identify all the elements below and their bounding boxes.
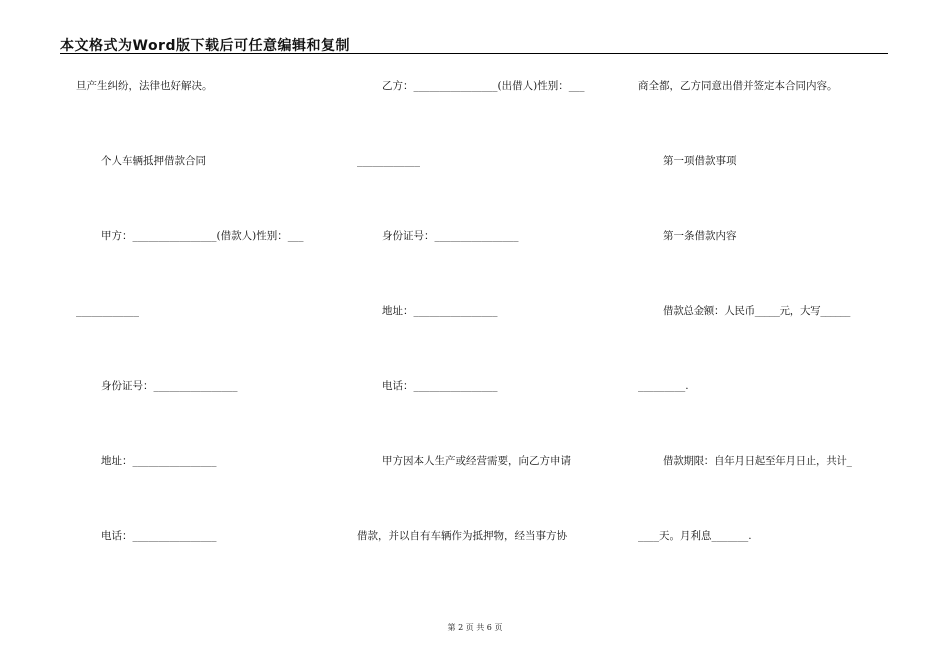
- text-line: ____________: [76, 305, 139, 317]
- text-line: 身份证号：________________: [382, 230, 519, 242]
- text-line: ____天。月利息_______.: [638, 530, 752, 542]
- text-line: 身份证号：________________: [101, 380, 238, 392]
- text-line: 旦产生纠纷，法律也好解决。: [76, 80, 213, 92]
- text-column-right: [638, 0, 898, 672]
- clause-heading: 第一条借款内容: [663, 230, 737, 242]
- text-line: 甲方因本人生产或经营需要，向乙方申请: [382, 455, 571, 467]
- text-line: 借款期限：自年月日起至年月日止，共计_: [663, 455, 852, 467]
- text-line: 借款总金额：人民币_____元，大写______: [663, 305, 851, 317]
- text-line: 地址：________________: [101, 455, 217, 467]
- text-line: 甲方：________________(借款人)性别：___: [101, 230, 304, 242]
- text-line: 商全都，乙方同意出借并签定本合同内容。: [638, 80, 838, 92]
- text-line: ____________: [357, 155, 420, 167]
- text-line: 乙方：________________(出借人)性别：___: [382, 80, 585, 92]
- document-header: 本文格式为Word版下载后可任意编辑和复制: [60, 38, 350, 54]
- contract-title: 个人车辆抵押借款合同: [101, 155, 206, 167]
- text-line: 电话：________________: [382, 380, 498, 392]
- text-column-middle: [357, 0, 617, 672]
- text-line: 电话：________________: [101, 530, 217, 542]
- text-line: 地址：________________: [382, 305, 498, 317]
- section-heading: 第一项借款事项: [663, 155, 737, 167]
- text-line: _________.: [638, 380, 689, 392]
- page-number: 第 2 页 共 6 页: [447, 623, 503, 632]
- text-line: 借款，并以自有车辆作为抵押物，经当事方协: [357, 530, 567, 542]
- text-column-left: [76, 0, 336, 672]
